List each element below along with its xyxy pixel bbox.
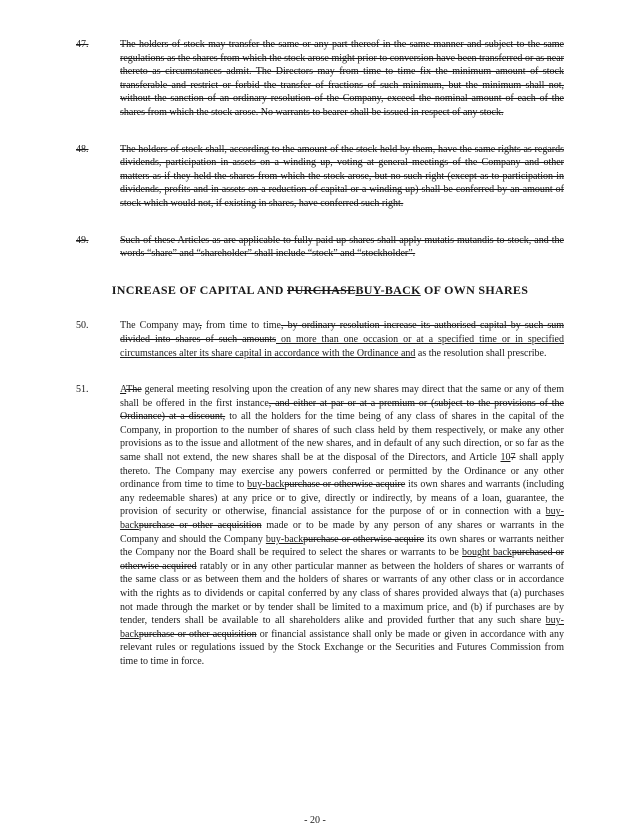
text-run: made or to be made by any person of any shares or warrants in the Company and should the Company bbox=[120, 520, 564, 545]
text-run: buy-back bbox=[120, 615, 564, 640]
text-run: to all the holders for the time being of any class of shares in the capital of the Company, in proportion to the number of shares of such class held by them respectively, or make any other provisions as to the issue and allotment of the new shares, and in default of any such direction, or so far as the same shall not extend, the new shares shall be at the disposal of the Directors, and Article bbox=[120, 411, 564, 464]
text-run: purchase or otherwise acquire bbox=[303, 533, 425, 545]
text-run: , bbox=[199, 320, 202, 332]
document-body bbox=[76, 38, 564, 692]
text-run: 10 bbox=[500, 452, 511, 464]
text-run: buy-back bbox=[120, 506, 564, 532]
article-text bbox=[120, 143, 564, 211]
section-heading bbox=[76, 284, 564, 298]
text-run: shall apply thereto. The Company may exercise any powers conferred or permitted by the Ordinance or any other ordinance from time to time to bbox=[120, 452, 564, 491]
article-paragraph bbox=[76, 143, 564, 211]
text-run: or financial assistance shall only be made or given in accordance with any relevant rules or regulations issued by the Stock Exchange or the Securities and Futures Commission from time to time in force. bbox=[120, 628, 564, 667]
article-number: 47. bbox=[76, 39, 89, 50]
text-run: , by ordinary resolution increase its authorised capital by such sum divided into shares of such amounts bbox=[120, 320, 564, 345]
text-run: A bbox=[120, 384, 127, 396]
article-text bbox=[120, 234, 564, 261]
text-run: BUY-BACK bbox=[355, 282, 421, 297]
text-run: general meeting resolving upon the creation of any new shares may direct that the same or any of them shall be offered in the first instance bbox=[120, 384, 564, 409]
article-number: 49. bbox=[76, 234, 89, 246]
text-run: The Company may bbox=[120, 320, 200, 332]
text-run: from time to time bbox=[201, 320, 281, 332]
article-number: 50. bbox=[76, 320, 89, 332]
article-number: 48. bbox=[76, 143, 89, 155]
text-run: , and either at par or at a premium or (subject to the provisions of the Ordinance) at a discount, bbox=[120, 397, 564, 423]
text-run: bought back bbox=[462, 547, 512, 559]
article-paragraph bbox=[76, 234, 564, 261]
text-run: The bbox=[126, 384, 142, 396]
text-run: The holders of stock shall, according to the amount of the stock held by them, have the same rights as regards dividends, participation in assets on a winding up, voting at general meetings of the Company and other matters as if they held the shares from which the stock arose, but no such right (except as to participation in dividends, profits and in assets on a reduction of capital or a winding up) shall be conferred by an amount of stock which would not, if existing in shares, have conferred such right. bbox=[120, 143, 564, 209]
article-number: 51. bbox=[76, 384, 89, 396]
text-run: buy-back bbox=[265, 533, 304, 545]
text-run: purchase or other acquisition bbox=[138, 628, 257, 640]
text-run: purchase or otherwise acquire bbox=[284, 479, 406, 491]
text-run: PURCHASE bbox=[287, 282, 356, 297]
article-paragraph bbox=[76, 319, 564, 360]
text-run: purchased or otherwise acquired bbox=[120, 547, 564, 572]
text-run: Such of these Articles as are applicable to fully paid up shares shall apply mutatis mutandis to stock, and the words “share” and “shareholder” shall include “stock” and “stockholder”. bbox=[120, 234, 564, 260]
text-run: as the resolution shall prescribe. bbox=[415, 347, 547, 359]
article-text bbox=[120, 383, 564, 668]
article-text bbox=[120, 319, 564, 360]
page-number: - 20 - bbox=[304, 815, 326, 826]
text-run: its own shares and warrants (including any redeemable shares) at any price or to give, directly or indirectly, by means of a loan, guarantee, the provision of security or otherwise, financial assistance for the purpose of or in connection with a bbox=[120, 479, 565, 518]
text-run: The holders of stock may transfer the same or any part thereof in the same manner and subject to the same regulations as the shares from which the stock arose might prior to conversion have been transferred or as near thereto as circumstances admit. The Directors may from time to time fix the minimum amount of stock transferable and restrict or forbid the transfer of fractions of such minimum, but the minimum shall not, without the sanction of an ordinary resolution of the Company, exceed the nominal amount of each of the shares from which the stock arose. No warrants to bearer shall be issued in respect of any stock. bbox=[120, 39, 564, 118]
text-run: on more than one occasion or at a specified time or in specified circumstances alter its share capital in accordance with the Ordinance and bbox=[120, 333, 564, 359]
text-run: INCREASE OF CAPITAL AND bbox=[111, 282, 288, 297]
article-paragraph bbox=[76, 38, 564, 120]
text-run: ratably or in any other particular manner as between the holders of shares or warrants of the same class or as between them and the holders of shares or warrants of any other class or in accordance with the rights as to dividends or capital conferred by any class of shares provided always that (a) purchases not made through the market or by tender shall be limited to a maximum price, and (b) if purchases are by tender, tenders shall be available to all shareholders alike and provided further that any such share bbox=[120, 560, 564, 627]
text-run: 7 bbox=[510, 452, 516, 464]
text-run: OF OWN SHARES bbox=[420, 282, 529, 297]
text-run: purchase or other acquisition bbox=[138, 520, 262, 532]
article-text bbox=[120, 38, 564, 120]
article-paragraph bbox=[76, 383, 564, 668]
text-run: its own shares or warrants neither the Company nor the Board shall be required to select the shares or warrants to be bbox=[120, 533, 564, 559]
text-run: buy-back bbox=[247, 479, 285, 491]
